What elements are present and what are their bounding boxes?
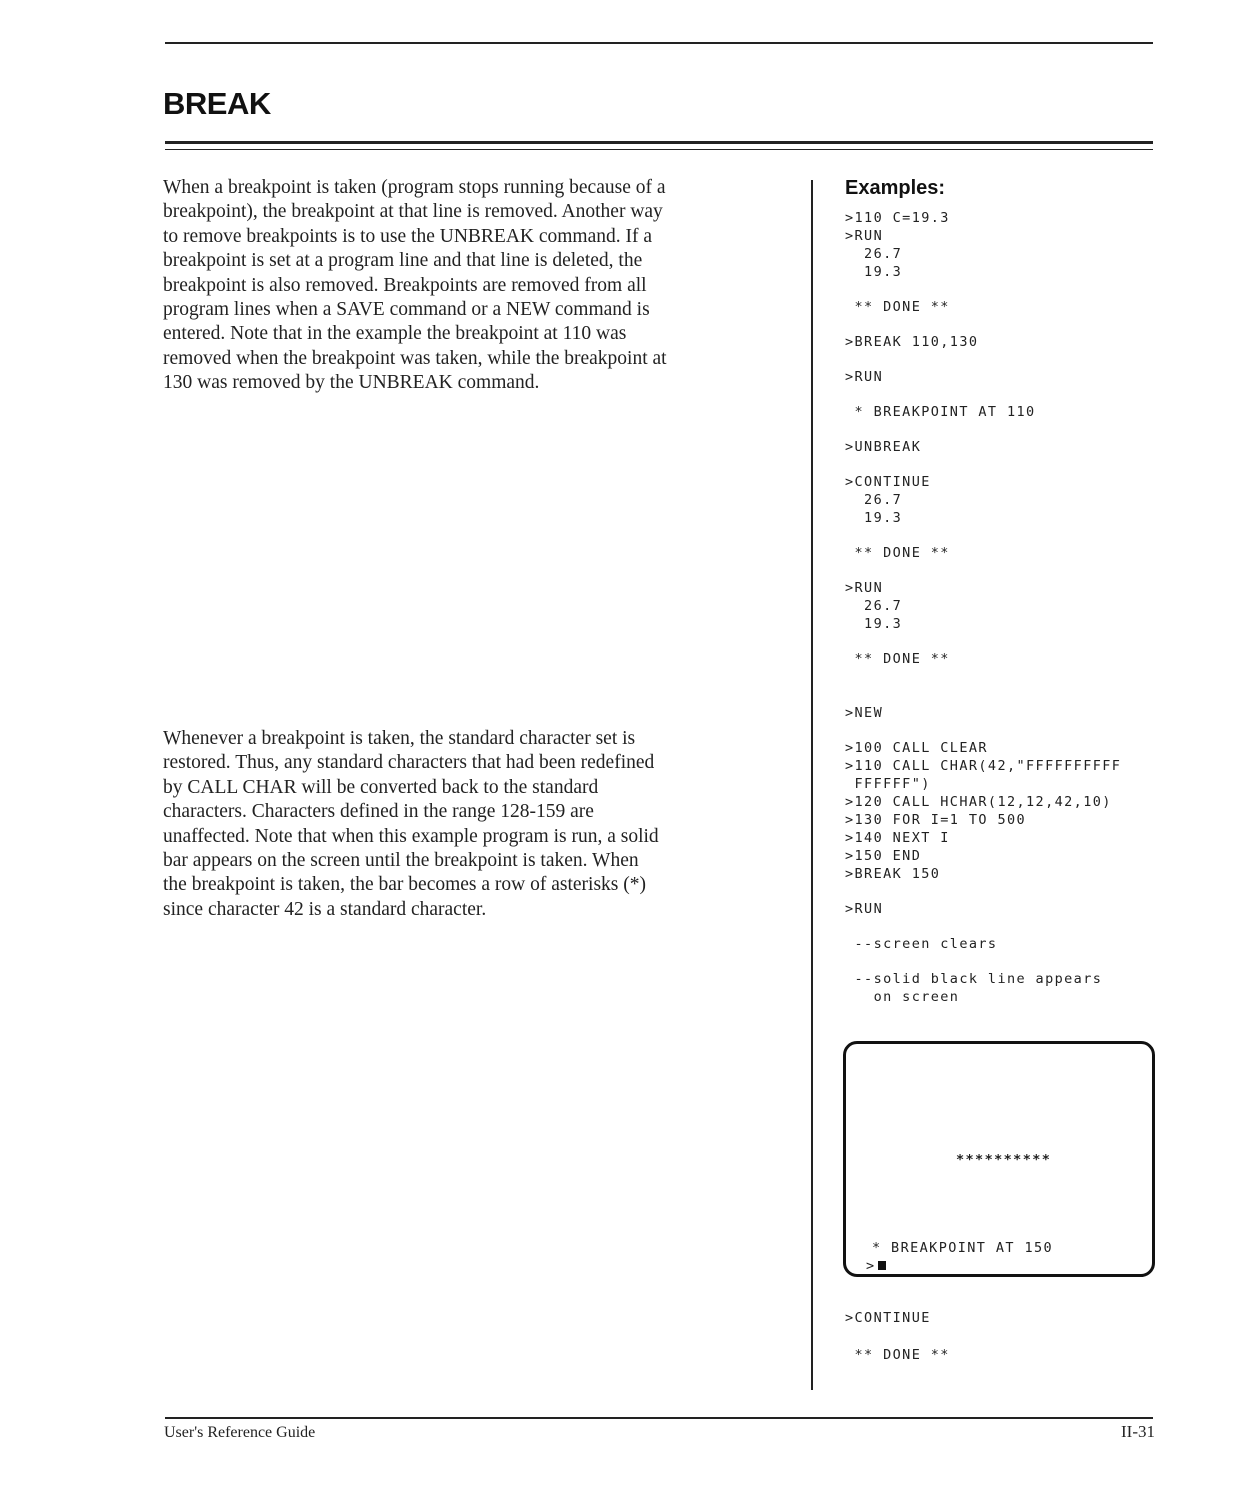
text-line: by CALL CHAR will be converted back to the standard <box>163 776 599 798</box>
paragraph-character-set <box>163 727 803 922</box>
top-rule <box>165 42 1153 44</box>
code-line: >RUN <box>845 580 884 596</box>
footer-rule <box>165 1417 1153 1419</box>
code-line: ** DONE ** <box>845 545 950 561</box>
code-line: --solid black line appears <box>845 971 1103 987</box>
asterisk-row: ********** <box>956 1152 1052 1168</box>
code-line: 26.7 <box>845 598 903 614</box>
title-rule-thin <box>165 149 1153 150</box>
code-line: >100 CALL CLEAR <box>845 740 988 756</box>
text-line: 130 was removed by the UNBREAK command. <box>163 372 540 394</box>
code-line: >140 NEXT I <box>845 830 950 846</box>
text-line: restored. Thus, any standard characters that had been redefined <box>163 752 655 774</box>
paragraph-breakpoint-removal <box>163 176 803 396</box>
text-line: breakpoint is set at a program line and that line is deleted, the <box>163 250 643 272</box>
examples-heading: Examples: <box>845 177 946 199</box>
code-line: >110 CALL CHAR(42,"FFFFFFFFFF <box>845 758 1122 774</box>
text-line: Whenever a breakpoint is taken, the standard character set is <box>163 728 636 749</box>
text-line: program lines when a SAVE command or a NEW command is <box>163 299 650 321</box>
code-line: 19.3 <box>845 616 903 632</box>
screen-prompt <box>866 1258 886 1274</box>
code-line: 19.3 <box>845 510 903 526</box>
code-line: >BREAK 110,130 <box>845 334 979 350</box>
footer-guide-title: User's Reference Guide <box>164 1424 316 1441</box>
text-line: bar appears on the screen until the breakpoint is taken. When <box>163 850 639 872</box>
continue-block <box>845 1309 950 1364</box>
title-rule-thick <box>165 141 1153 144</box>
text-line: When a breakpoint is taken (program stops running because of a <box>163 177 666 198</box>
text-line: removed when the breakpoint was taken, while the breakpoint at <box>163 347 667 369</box>
text-line: to remove breakpoints is to use the UNBREAK command. If a <box>163 225 653 247</box>
code-line: >RUN <box>845 901 884 917</box>
text-line: breakpoint is also removed. Breakpoints are removed from all <box>163 274 647 296</box>
code-line: >CONTINUE <box>845 474 931 490</box>
page-number: II-31 <box>1121 1422 1155 1441</box>
code-line: * BREAKPOINT AT 110 <box>845 404 1036 420</box>
text-line: the breakpoint is taken, the bar becomes a row of asterisks (*) <box>163 874 647 896</box>
code-line: >RUN <box>845 228 884 244</box>
breakpoint-message: * BREAKPOINT AT 150 <box>872 1240 1054 1256</box>
code-line: >120 CALL HCHAR(12,12,42,10) <box>845 794 1112 810</box>
code-example <box>845 209 1175 1006</box>
prompt-symbol: > <box>866 1258 876 1274</box>
cursor-icon <box>878 1261 886 1270</box>
text-line: entered. Note that in the example the breakpoint at 110 was <box>163 323 627 345</box>
text-line: since character 42 is a standard character. <box>163 898 487 920</box>
code-line: >130 FOR I=1 TO 500 <box>845 812 1027 828</box>
code-line: >RUN <box>845 369 884 385</box>
code-line: >150 END <box>845 848 922 864</box>
screen-output-box <box>843 1041 1155 1277</box>
text-line: breakpoint), the breakpoint at that line is removed. Another way <box>163 201 663 223</box>
code-line: on screen <box>845 989 960 1005</box>
code-line: ** DONE ** <box>845 1347 950 1363</box>
page-title: BREAK <box>163 86 271 121</box>
code-line: ** DONE ** <box>845 299 950 315</box>
code-line: >BREAK 150 <box>845 866 941 882</box>
text-line: unaffected. Note that when this example program is run, a solid <box>163 825 659 847</box>
code-line: 19.3 <box>845 264 903 280</box>
code-line: 26.7 <box>845 246 903 262</box>
code-line: >NEW <box>845 705 884 721</box>
code-line: >CONTINUE <box>845 1310 931 1326</box>
column-divider <box>811 180 813 1390</box>
text-line: characters. Characters defined in the range 128-159 are <box>163 801 594 823</box>
code-line: ** DONE ** <box>845 651 950 667</box>
code-line: >110 C=19.3 <box>845 210 950 226</box>
code-line: >UNBREAK <box>845 439 922 455</box>
code-line: 26.7 <box>845 492 903 508</box>
code-line: --screen clears <box>845 936 998 952</box>
code-line: FFFFFF") <box>845 776 931 792</box>
